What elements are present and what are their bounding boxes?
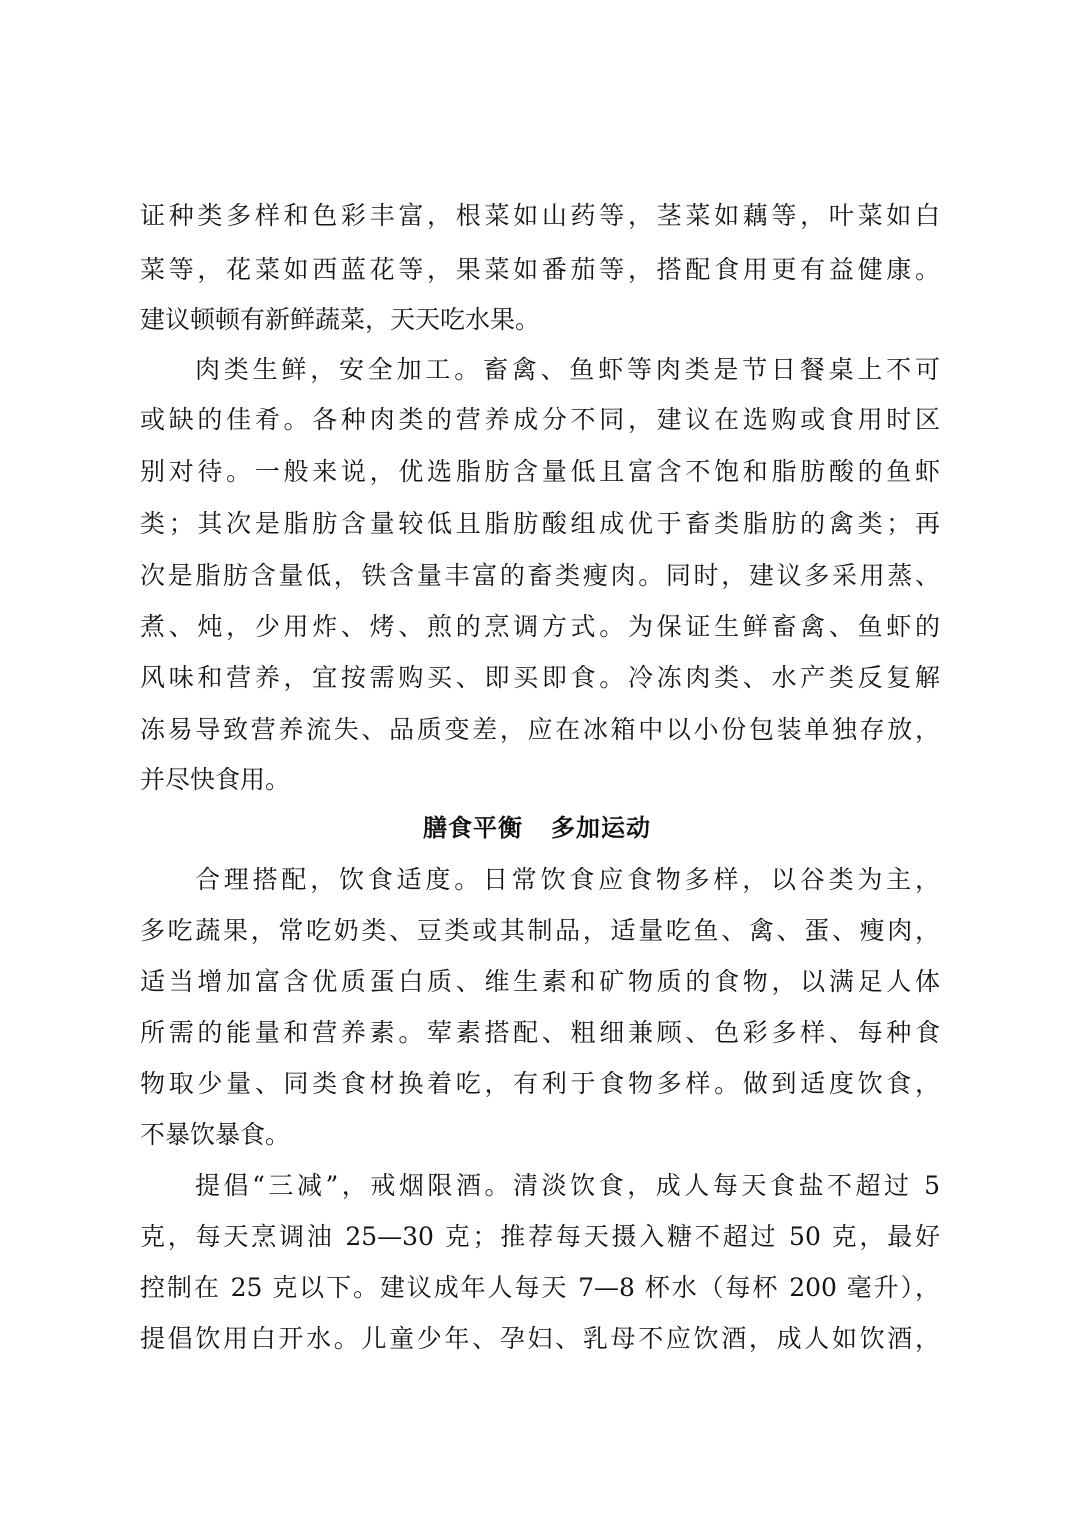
text-line: 控制在 25 克以下。建议成年人每天 7—8 杯水（每杯 200 毫升）， bbox=[140, 1273, 940, 1302]
text-line: 或缺的佳肴。各种肉类的营养成分不同，建议在选购或食用时区 bbox=[140, 405, 940, 434]
text-line: 别对待。一般来说，优选脂肪含量低且富含不饱和脂肪酸的鱼虾 bbox=[140, 457, 940, 486]
text-line: 不暴饮暴食。 bbox=[140, 1120, 291, 1149]
text-line: 所需的能量和营养素。荤素搭配、粗细兼顾、色彩多样、每种食 bbox=[140, 1018, 940, 1047]
text-line: 提倡饮用白开水。儿童少年、孕妇、乳母不应饮酒，成人如饮酒， bbox=[140, 1324, 940, 1353]
text-line: 类；其次是脂肪含量较低且脂肪酸组成优于畜类脂肪的禽类；再 bbox=[140, 509, 940, 538]
text-line: 次是脂肪含量低，铁含量丰富的畜类瘦肉。同时，建议多采用蒸、 bbox=[140, 561, 940, 590]
section-heading: 膳食平衡 多加运动 bbox=[422, 814, 652, 842]
text-line: 肉类生鲜，安全加工。畜禽、鱼虾等肉类是节日餐桌上不可 bbox=[195, 355, 940, 384]
text-line: 提倡“三减”，戒烟限酒。清淡饮食，成人每天食盐不超过 5 bbox=[195, 1171, 940, 1200]
text-line: 风味和营养，宜按需购买、即买即食。冷冻肉类、水产类反复解 bbox=[140, 663, 940, 692]
text-line: 并尽快食用。 bbox=[140, 765, 291, 794]
text-line: 证种类多样和色彩丰富，根菜如山药等，茎菜如藕等，叶菜如白 bbox=[140, 201, 940, 230]
text-line: 菜等，花菜如西蓝花等，果菜如番茄等，搭配食用更有益健康。 bbox=[140, 255, 940, 284]
text-line: 煮、炖，少用炸、烤、煎的烹调方式。为保证生鲜畜禽、鱼虾的 bbox=[140, 612, 940, 641]
text-line: 适当增加富含优质蛋白质、维生素和矿物质的食物，以满足人体 bbox=[140, 967, 940, 996]
text-line: 多吃蔬果，常吃奶类、豆类或其制品，适量吃鱼、禽、蛋、瘦肉， bbox=[140, 916, 940, 945]
text-line: 冻易导致营养流失、品质变差，应在冰箱中以小份包装单独存放， bbox=[140, 715, 940, 744]
text-line: 合理搭配，饮食适度。日常饮食应食物多样，以谷类为主， bbox=[195, 865, 940, 894]
text-line: 建议顿顿有新鲜蔬菜，天天吃水果。 bbox=[140, 305, 541, 334]
text-line: 克，每天烹调油 25—30 克；推荐每天摄入糖不超过 50 克，最好 bbox=[140, 1222, 940, 1251]
text-line: 物取少量、同类食材换着吃，有利于食物多样。做到适度饮食， bbox=[140, 1069, 940, 1098]
